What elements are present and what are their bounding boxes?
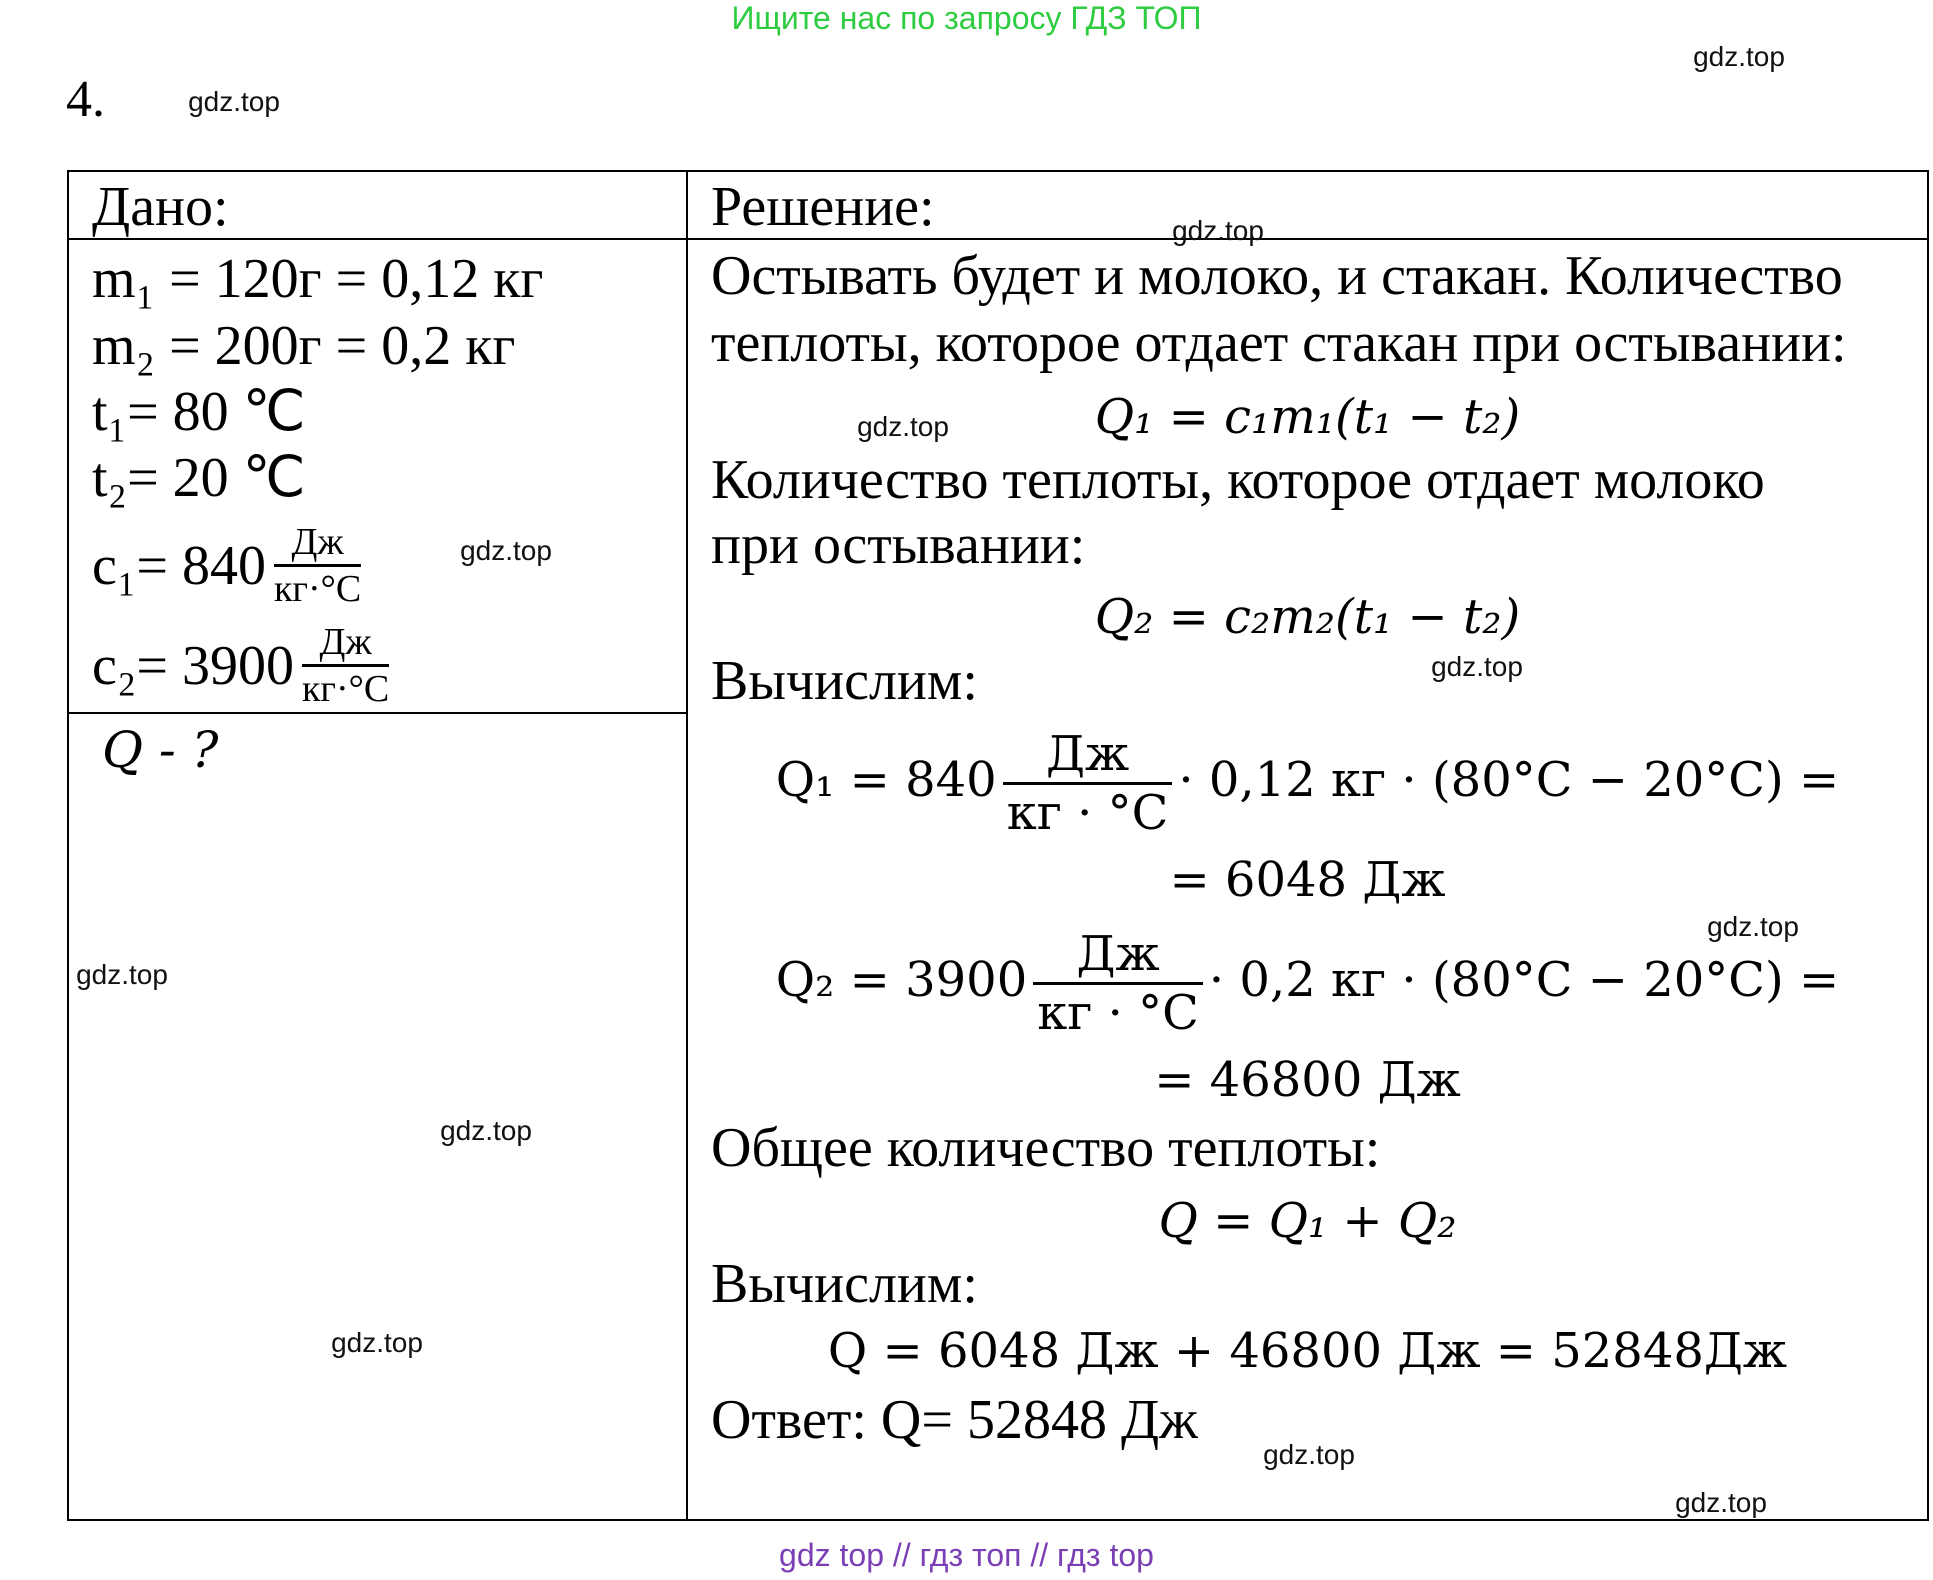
calc-q1: [688, 726, 1927, 841]
watermark: gdz.top: [1675, 1487, 1767, 1518]
unit-numerator: Дж: [1076, 926, 1160, 982]
calc-q1-right: · 0,12 кг · (80°C − 20°C) =: [1178, 752, 1840, 808]
unit-numerator: Дж: [319, 621, 372, 663]
watermark: gdz.top: [857, 411, 949, 442]
solution-line-2: теплоты, которое отдает стакан при остывании:: [711, 312, 1847, 374]
watermark: gdz.top: [1263, 1439, 1355, 1470]
table-divider-header: [67, 238, 1927, 240]
solution-line-4: при остывании:: [711, 514, 1086, 576]
given-c1: [92, 520, 361, 611]
given-header: Дано:: [92, 176, 229, 238]
given-c2-unit: [302, 620, 389, 711]
watermark: gdz.top: [76, 959, 168, 990]
given-t1: t₁= 80 ℃: [92, 381, 306, 443]
unit-denominator: кг · °C: [1033, 982, 1203, 1041]
unit-numerator: Дж: [291, 521, 344, 563]
solution-header: Решение:: [711, 176, 935, 238]
calc-q1-result: = 6048 Дж: [1169, 852, 1446, 908]
given-m2: m₂ = 200г = 0,2 кг: [92, 315, 516, 377]
watermark: gdz.top: [460, 535, 552, 566]
calc-total: Q = 6048 Дж + 46800 Дж = 52848Дж: [827, 1323, 1788, 1379]
calc-q2-right: · 0,2 кг · (80°C − 20°C) =: [1208, 952, 1840, 1008]
calc-label-1: Вычислим:: [711, 650, 978, 712]
formula-q2: Q₂ = c₂m₂(t₁ − t₂): [1094, 589, 1521, 645]
unit-fraction: [1003, 726, 1173, 841]
find-quantity: Q - ?: [102, 721, 219, 779]
given-c1-label: c₁= 840: [92, 534, 266, 597]
table-divider-find: [67, 712, 687, 714]
calc-q2-left: Q₂ = 3900: [775, 952, 1028, 1008]
formula-total: Q = Q₁ + Q₂: [1158, 1193, 1457, 1249]
calc-q2: [688, 926, 1927, 1041]
watermark: gdz.top: [1707, 911, 1799, 942]
given-t2: t₂= 20 ℃: [92, 447, 306, 509]
calc-q1-left: Q₁ = 840: [775, 752, 997, 808]
unit-denominator: кг · °C: [1003, 782, 1173, 841]
calc-q2-result: = 46800 Дж: [1154, 1052, 1461, 1108]
watermark: gdz.top: [1172, 215, 1264, 246]
unit-fraction: [1033, 926, 1203, 1041]
calc-label-2: Вычислим:: [711, 1253, 978, 1315]
given-c1-unit: [274, 520, 361, 611]
total-label: Общее количество теплоты:: [711, 1117, 1381, 1179]
solution-line-3: Количество теплоты, которое отдает молоко: [711, 449, 1765, 511]
watermark: gdz.top: [1431, 651, 1523, 682]
problem-number: 4.: [66, 71, 105, 128]
unit-denominator: кг·°С: [302, 664, 389, 711]
solution-line-1: Остывать будет и молоко, и стакан. Количество: [711, 245, 1843, 307]
top-banner: Ищите нас по запросу ГДЗ ТОП: [731, 0, 1202, 36]
given-m1: m₁ = 120г = 0,12 кг: [92, 248, 544, 310]
formula-q1: Q₁ = c₁m₁(t₁ − t₂): [1094, 389, 1521, 445]
given-c2-label: c₂= 3900: [92, 634, 294, 697]
bottom-banner: gdz top // гдз топ // гдз top: [779, 1537, 1154, 1573]
unit-denominator: кг·°С: [274, 564, 361, 611]
given-c2: [92, 620, 389, 711]
watermark: gdz.top: [188, 86, 280, 117]
answer: Ответ: Q= 52848 Дж: [711, 1389, 1198, 1451]
watermark: gdz.top: [1693, 41, 1785, 72]
unit-numerator: Дж: [1045, 726, 1130, 782]
watermark: gdz.top: [331, 1327, 423, 1358]
watermark: gdz.top: [440, 1115, 532, 1146]
